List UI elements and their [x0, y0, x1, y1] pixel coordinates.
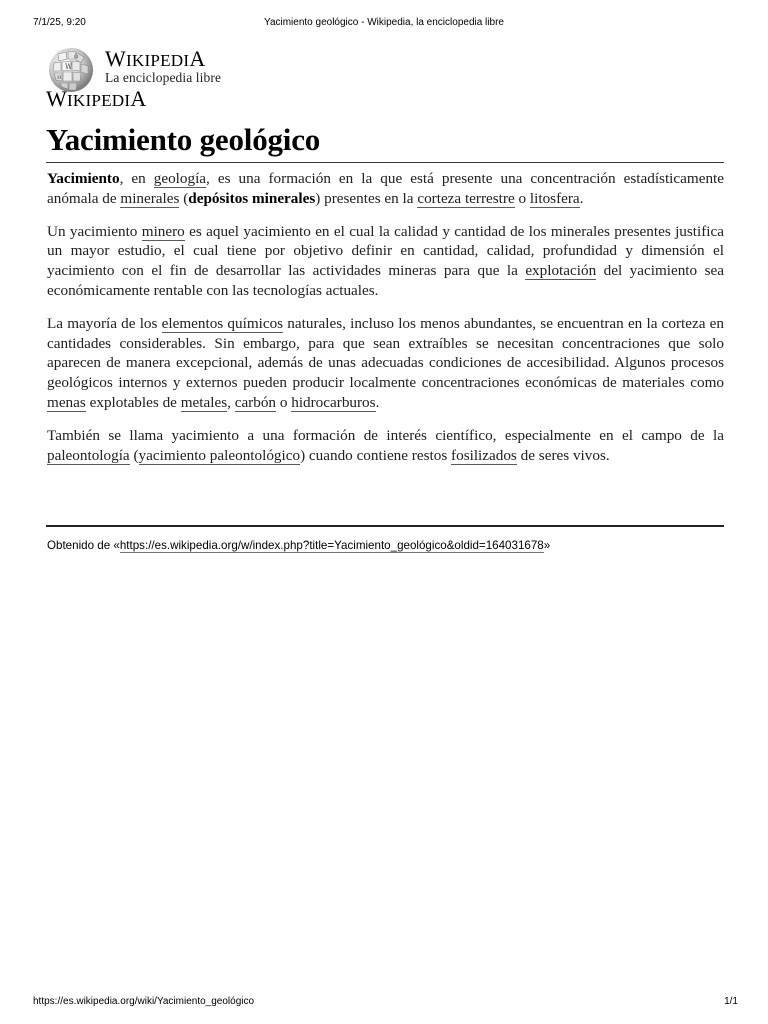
paragraph-1: Yacimiento, en geología, es una formación en la que está presente una concentración estadísticamente anómala de minerales (depósitos minerales) presentes en la corteza terrestre o litosfera. — [47, 170, 724, 207]
link-yacimiento-paleontologico[interactable]: yacimiento paleontológico — [138, 446, 301, 464]
paragraph-4: También se llama yacimiento a una formación de interés científico, especialmente en el campo de la paleontología (yacimiento paleontológico) cuando contiene restos fosilizados de seres vivos. — [47, 426, 724, 464]
link-metales[interactable]: metales — [180, 393, 228, 411]
print-header — [33, 17, 735, 31]
retrieved-link[interactable]: https://es.wikipedia.org/w/index.php?title=Yacimiento_geológico&oldid=164031678 — [119, 539, 544, 552]
footer-divider — [46, 525, 724, 527]
print-page-number: 1/1 — [724, 996, 738, 1007]
print-date: 7/1/25, 9:20 — [33, 17, 86, 28]
link-explotacion[interactable]: explotación — [525, 262, 597, 280]
wikipedia-wordmark-secondary: WIKIPEDIA — [46, 86, 147, 111]
link-paleontologia[interactable]: paleontología — [47, 446, 130, 464]
link-elementos-quimicos[interactable]: elementos químicos — [161, 314, 284, 332]
link-geologia[interactable]: geología — [153, 170, 207, 187]
retrieved-from: Obtenido de «https://es.wikipedia.org/w/index.php?title=Yacimiento_geológico&oldid=164031678» — [47, 539, 551, 552]
link-menas[interactable]: menas — [47, 393, 86, 411]
link-litosfera[interactable]: litosfera — [529, 189, 580, 207]
svg-text:W: W — [65, 63, 73, 71]
wikipedia-logo[interactable] — [44, 42, 344, 111]
link-fosilizados[interactable]: fosilizados — [451, 446, 517, 464]
wikipedia-tagline: La enciclopedia libre — [105, 70, 222, 85]
link-carbon[interactable]: carbón — [234, 393, 277, 411]
link-minerales[interactable]: minerales — [120, 189, 180, 207]
bold-term-depositos-minerales: depósitos minerales — [188, 189, 316, 207]
article-body — [47, 169, 724, 478]
bold-term-yacimiento: Yacimiento — [47, 170, 120, 187]
paragraph-3: La mayoría de los elementos químicos naturales, incluso los menos abundantes, se encuentran en la corteza en cantidades considerables. Sin embargo, para que sean extraíbles se necesitan concentraciones que solo aparecen de manera excepcional, además de unas adecuadas condiciones de accesibilidad. Algunos procesos geológicos internos y externos pueden producir localmente concentraciones económicas de materiales como menas explotables de metales, carbón o hidrocarburos. — [47, 314, 725, 411]
paragraph-2: Un yacimiento minero es aquel yacimiento en el cual la calidad y cantidad de los minerales presentes justifica un mayor estudio, el cual tiene por objetivo definir en cantidad, calidad, profundidad y dimensión el yacimiento con el fin de desarrollar las actividades mineras para que la explotación del yacimiento sea económicamente rentable con las tecnologías actuales. — [47, 222, 724, 299]
svg-text:Ω: Ω — [74, 54, 79, 60]
title-divider — [46, 162, 724, 163]
print-footer — [33, 996, 738, 1010]
page-title: Yacimiento geológico — [46, 122, 321, 157]
print-doc-title: Yacimiento geológico - Wikipedia, la enciclopedia libre — [264, 17, 504, 28]
print-url: https://es.wikipedia.org/wiki/Yacimiento_geológico — [33, 996, 255, 1007]
link-minero[interactable]: minero — [141, 222, 185, 240]
svg-text:И: И — [57, 75, 62, 81]
link-hidrocarburos[interactable]: hidrocarburos — [291, 393, 376, 411]
wikipedia-wordmark: WIKIPEDIA — [105, 46, 206, 71]
link-corteza-terrestre[interactable]: corteza terrestre — [417, 189, 515, 207]
